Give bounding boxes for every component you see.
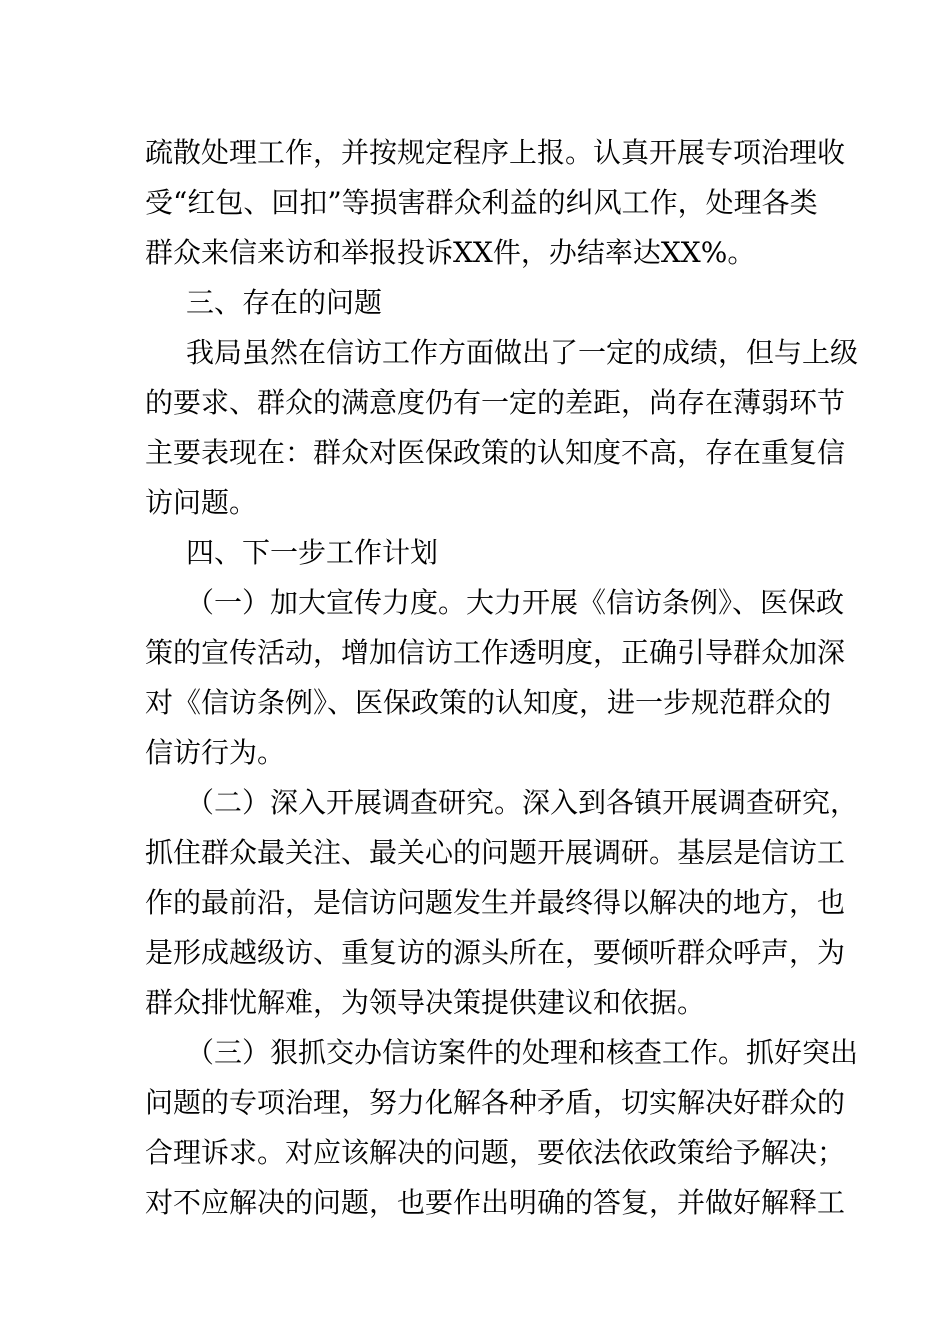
text-line: 主要表现在：群众对医保政策的认知度不高，存在重复信 <box>145 436 846 469</box>
text-line: 策的宣传活动，增加信访工作透明度，正确引导群众加深 <box>145 636 846 669</box>
text-line: 访问题。 <box>145 486 258 519</box>
text-line: 对《信访条例》、医保政策的认知度，进一步规范群众的 <box>145 686 832 719</box>
text-line: 受“红包、回扣”等损害群众利益的纠风工作，处理各类 <box>145 186 818 219</box>
text-line: 合理诉求。对应该解决的问题，要依法依政策给予解决； <box>145 1136 846 1169</box>
text-line: （三）狠抓交办信访案件的处理和核查工作。抓好突出 <box>186 1036 859 1069</box>
text-line: 群众来信来访和举报投诉XX件，办结率达XX%。 <box>145 236 756 269</box>
text-line: 是形成越级访、重复访的源头所在，要倾听群众呼声，为 <box>145 936 846 969</box>
text-line: （一）加大宣传力度。大力开展《信访条例》、医保政 <box>186 586 845 619</box>
text-line: 对不应解决的问题，也要作出明确的答复，并做好解释工 <box>145 1186 846 1219</box>
text-line: 我局虽然在信访工作方面做出了一定的成绩，但与上级 <box>186 336 859 369</box>
text-line: 信访行为。 <box>145 736 286 769</box>
section-heading: 三、存在的问题 <box>186 286 383 319</box>
text-line: 作的最前沿，是信访问题发生并最终得以解决的地方，也 <box>145 886 846 919</box>
text-line: 疏散处理工作，并按规定程序上报。认真开展专项治理收 <box>145 136 846 169</box>
text-line: 的要求、群众的满意度仍有一定的差距，尚存在薄弱环节 <box>145 386 846 419</box>
text-line: 抓住群众最关注、最关心的问题开展调研。基层是信访工 <box>145 836 846 869</box>
text-line: （二）深入开展调查研究。深入到各镇开展调查研究， <box>186 786 859 819</box>
section-heading: 四、下一步工作计划 <box>186 536 439 569</box>
text-line: 问题的专项治理，努力化解各种矛盾，切实解决好群众的 <box>145 1086 846 1119</box>
text-line: 群众排忧解难，为领导决策提供建议和依据。 <box>145 986 706 1019</box>
